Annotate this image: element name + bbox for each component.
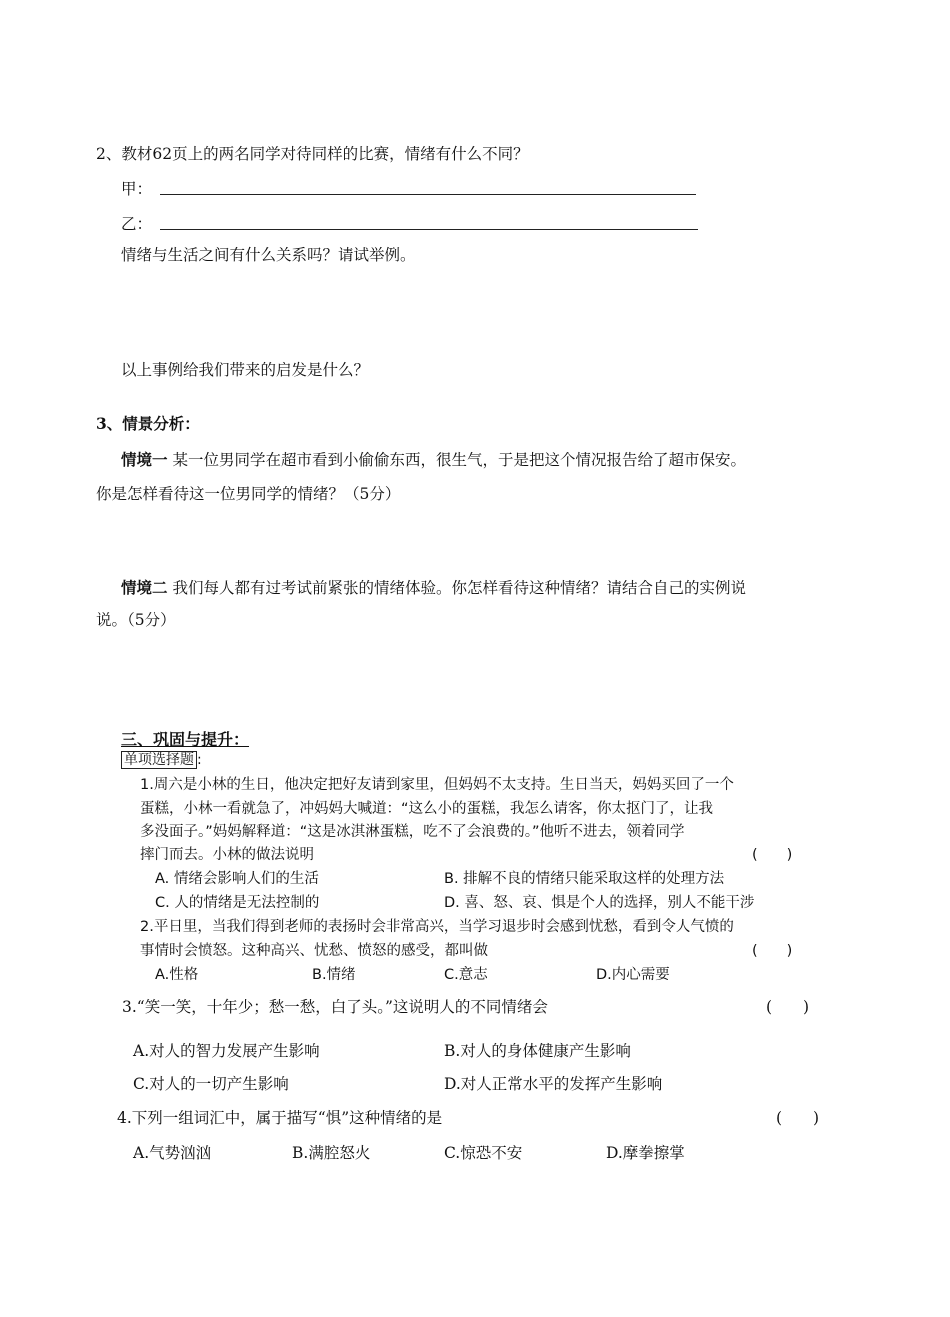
mc2-line1: 2.平日里，当我们得到老师的表扬时会非常高兴，当学习退步时会感到忧愁，看到令人气愤的 bbox=[140, 919, 734, 935]
mc2-option-b[interactable]: B.情绪 bbox=[312, 967, 356, 983]
mc1-option-a[interactable]: A. 情绪会影响人们的生活 bbox=[155, 871, 319, 887]
q3-scenario1-text: 某一位男同学在超市看到小偷偷东西，很生气，于是把这个情况报告给了超市保安。 bbox=[172, 451, 746, 469]
mc4-option-d[interactable]: D.摩拳擦掌 bbox=[606, 1144, 685, 1162]
mc1-line4: 摔门而去。小林的做法说明 bbox=[140, 847, 314, 863]
q3-scenario1-line2: 你是怎样看待这一位男同学的情绪？（5分） bbox=[96, 485, 401, 503]
mc2-option-a[interactable]: A.性格 bbox=[155, 967, 199, 983]
mc2-line2: 事情时会愤怒。这种高兴、忧愁、愤怒的感受，都叫做 bbox=[140, 943, 488, 959]
section3-heading: 三、巩固与提升： bbox=[121, 730, 250, 749]
q3-scenario2-line1 bbox=[121, 578, 746, 598]
q3-scenario1-line1 bbox=[121, 450, 746, 470]
mc2-answer-paren[interactable]: ( ) bbox=[752, 943, 793, 959]
mc1-answer-paren[interactable]: ( ) bbox=[752, 847, 793, 863]
choice-label bbox=[121, 750, 202, 770]
q3-scenario2-text: 我们每人都有过考试前紧张的情绪体验。你怎样看待这种情绪？请结合自己的实例说 bbox=[172, 579, 746, 597]
mc4-option-c[interactable]: C.惊恐不安 bbox=[444, 1144, 523, 1162]
mc3-stem: 3.“笑一笑，十年少；愁一愁，白了头。”这说明人的不同情绪会 bbox=[122, 998, 548, 1016]
mc4-option-a[interactable]: A.气势汹汹 bbox=[133, 1144, 212, 1162]
choice-label-colon: : bbox=[197, 752, 202, 768]
mc3-option-d[interactable]: D.对人正常水平的发挥产生影响 bbox=[444, 1075, 663, 1093]
mc4-option-b[interactable]: B.满腔怒火 bbox=[292, 1144, 371, 1162]
mc1-option-d[interactable]: D. 喜、怒、哀、惧是个人的选择，别人不能干涉 bbox=[444, 895, 755, 911]
mc1-option-b[interactable]: B. 排解不良的情绪只能采取这样的处理方法 bbox=[444, 871, 725, 887]
q2-relation-question: 情绪与生活之间有什么关系吗？请试举例。 bbox=[121, 246, 416, 264]
q2-label-a: 甲： bbox=[121, 180, 153, 198]
q2-inspiration-question: 以上事例给我们带来的启发是什么？ bbox=[121, 361, 370, 379]
mc1-line2: 蛋糕，小林一看就急了，冲妈妈大喊道：“这么小的蛋糕，我怎么请客，你太抠门了，让我 bbox=[140, 801, 714, 817]
choice-label-box: 单项选择题 bbox=[121, 751, 197, 769]
q2-answer-line-a[interactable] bbox=[160, 194, 696, 195]
mc2-option-c[interactable]: C.意志 bbox=[444, 967, 488, 983]
q2-label-b: 乙： bbox=[121, 215, 153, 233]
mc2-option-d[interactable]: D.内心需要 bbox=[596, 967, 670, 983]
mc4-stem: 4.下列一组词汇中，属于描写“惧”这种情绪的是 bbox=[117, 1109, 443, 1127]
q3-title: 3、情景分析： bbox=[96, 414, 200, 433]
q3-scenario1-label: 情境一 bbox=[121, 450, 168, 469]
mc3-option-c[interactable]: C.对人的一切产生影响 bbox=[133, 1075, 289, 1093]
q3-scenario2-line2: 说。（5分） bbox=[96, 611, 176, 629]
mc3-answer-paren[interactable]: ( ) bbox=[766, 998, 810, 1016]
q2-prompt: 2、教材62页上的两名同学对待同样的比赛，情绪有什么不同？ bbox=[96, 145, 529, 163]
mc1-line3: 多没面子。”妈妈解释道：“这是冰淇淋蛋糕，吃不了会浪费的。”他听不进去，领着同学 bbox=[140, 824, 685, 840]
mc3-option-a[interactable]: A.对人的智力发展产生影响 bbox=[133, 1042, 320, 1060]
mc1-line1: 1.周六是小林的生日，他决定把好友请到家里，但妈妈不太支持。生日当天，妈妈买回了一个 bbox=[140, 777, 734, 793]
q2-answer-line-b[interactable] bbox=[160, 229, 698, 230]
mc3-option-b[interactable]: B.对人的身体健康产生影响 bbox=[444, 1042, 631, 1060]
mc1-option-c[interactable]: C. 人的情绪是无法控制的 bbox=[155, 895, 320, 911]
q3-scenario2-label: 情境二 bbox=[121, 578, 168, 597]
mc4-answer-paren[interactable]: ( ) bbox=[776, 1109, 820, 1127]
